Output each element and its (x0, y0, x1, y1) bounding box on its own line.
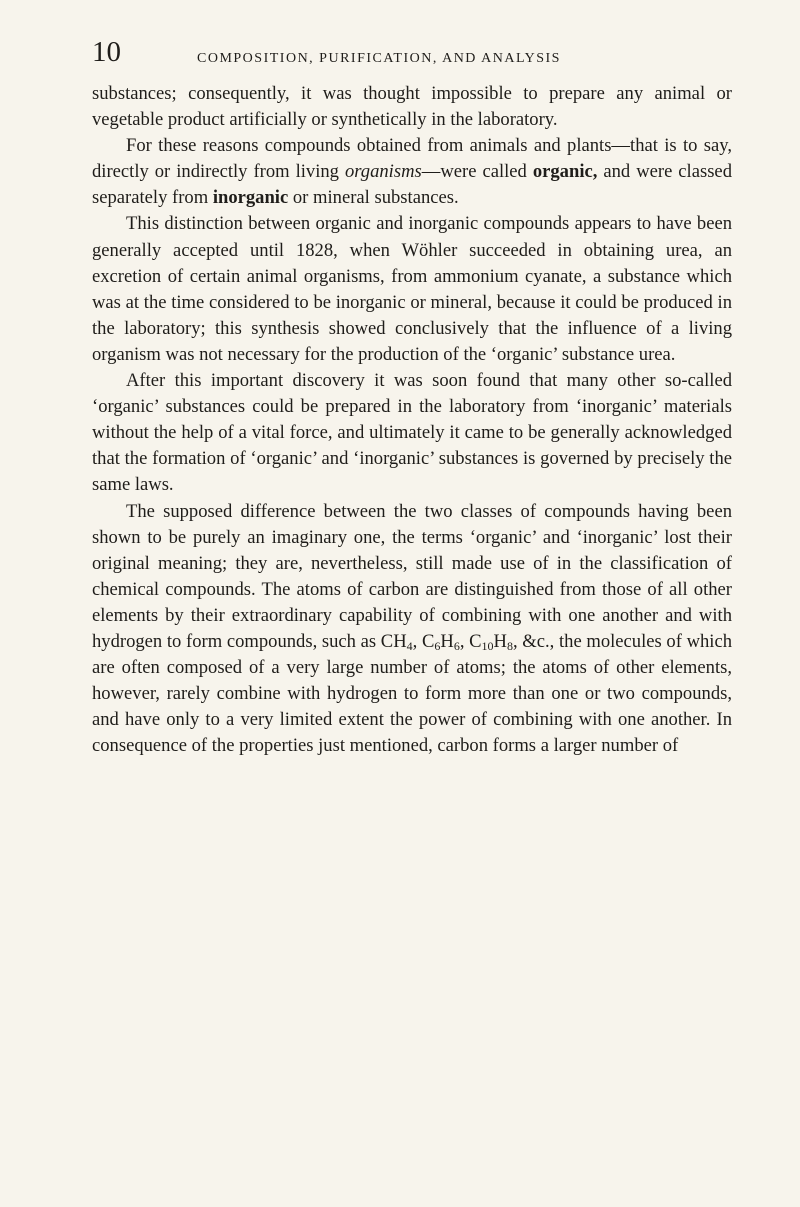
text-span: , &c., the molecules of which are often composed of a very large number of atoms; the atoms of other elements, however, rarely combine with hydrogen to form more than one or two compounds, and have only to a very limited extent the power of combining with one another. In consequence of the properties just mentioned, carbon forms a larger number of (92, 630, 733, 757)
emphasis-organisms: organisms (344, 161, 422, 183)
page-number: 10 (92, 36, 121, 68)
text-span: and were classed separately from (92, 161, 732, 209)
running-head: COMPOSITION, PURIFICATION, AND ANALYSIS (197, 51, 561, 66)
paragraph-3: This distinction between organic and inorganic compounds appears to have been generally accepted until 1828, when Wöhler succeeded in obtaining urea, an excretion of certain animal organisms, from ammonium cyanate, a substance which was at the time considered to be inorganic or mineral, because it could be produced in the laboratory; this synthesis showed conclusively that the influence of a living organism was not necessary for the production of the ‘organic’ substance urea. (92, 213, 732, 365)
paragraph-5: The supposed difference between the two classes of compounds having been shown to be purely an imaginary one, the terms ‘organic’ and ‘inorganic’ lost their original meaning; they are, nevertheless, still made use of in the classification of chemical compounds. The atoms of carbon are distinguished from those of all other elements by their extraordinary capability of combining with one another and with hydrogen to form compounds, such as $CH_4$, $C_6H_6$, $C_{10}H_8$, &c., the molecules of which are often composed of a very large number of atoms; the atoms of other elements, however, rarely combine with hydrogen to form more than one or two compounds, and have only to a very limited extent the power of combining with one another. In consequence of the properties just mentioned, carbon forms a larger number of (92, 500, 733, 757)
formula-benzene: $C_6H_6$ (421, 630, 460, 653)
term-inorganic: inorganic (212, 187, 289, 209)
paragraph-1: substances; consequently, it was thought impossible to prepare any animal or vegetable product artificially or synthetically in the laboratory. (92, 83, 732, 131)
body-text (92, 81, 732, 759)
text-span: The supposed difference between the two classes of compounds having been shown to be purely an imaginary one, the terms ‘organic’ and ‘inorganic’ lost their original meaning; they are, nevertheless, still made use of in the classification of chemical compounds. The atoms of carbon are distinguished from those of all other elements by their extraordinary capability of combining with one another and with hydrogen to form compounds, such as (92, 500, 732, 652)
term-organic: organic, (532, 161, 598, 183)
text-span: For these reasons compounds obtained from animals and plants—that is to say, directly or indirectly from living (92, 135, 732, 183)
formula-methane: $CH_4$ (380, 630, 413, 653)
paragraph-2 (92, 133, 732, 211)
paragraph-4: After this important discovery it was soon found that many other so-called ‘organic’ substances could be prepared in the laboratory from ‘inorganic’ materials without the help of a vital force, and ultimately it came to be generally acknowledged that the formation of ‘organic’ and ‘inorganic’ substances is governed by precisely the same laws. (92, 370, 732, 496)
text-span: or mineral substances. (288, 187, 459, 209)
formula-naphthalene: $C_{10}H_8$ (469, 630, 513, 653)
page-header (92, 36, 732, 76)
text-span: —were called (421, 161, 533, 183)
